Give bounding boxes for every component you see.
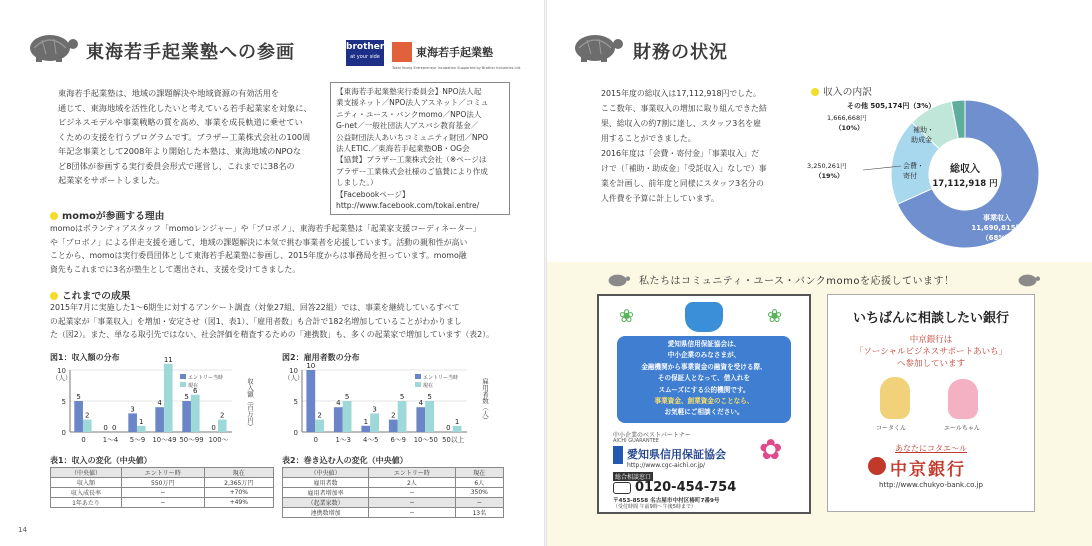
facebook-link[interactable]: http://www.facebook.com/tokai.entre/	[336, 201, 480, 211]
legend-label: エントリー当時	[423, 375, 459, 381]
y-axis-label: 収入額（百万円）	[246, 378, 254, 430]
bar	[155, 407, 164, 432]
y-unit-label: （人）	[284, 374, 304, 382]
ad1-line: 愛知県信用保証協会は、	[667, 340, 741, 348]
table-cell: +49%	[204, 498, 273, 508]
info-line: 公益財団法人あいちコミュニティ財団／NPO	[336, 132, 489, 142]
y-tick-label: 5	[61, 398, 66, 406]
table-cell: −	[369, 498, 455, 508]
table-row	[51, 488, 274, 498]
bar	[389, 420, 398, 432]
bar-value-label: 6	[193, 386, 198, 395]
bar-value-label: 0	[446, 424, 451, 432]
bar	[425, 401, 434, 432]
table-cell: 350%	[455, 488, 503, 498]
y-tick-label: 5	[293, 398, 298, 406]
table-cell: −	[455, 498, 503, 508]
table-cell: 収入額	[51, 478, 122, 488]
table-cell: +70%	[204, 488, 273, 498]
x-tick-label: 1〜4	[102, 436, 119, 444]
brother-logo-sub: at your side	[350, 54, 380, 60]
results-heading-text: これまでの成果	[62, 291, 131, 302]
ad1-tagline-en: AICHI GUARANTEE	[613, 438, 659, 444]
bar-value-label: 5	[399, 393, 405, 401]
income-pie-chart	[805, 96, 1085, 252]
slice-label-biz-pct: （68%）	[981, 234, 1013, 242]
pie-center-value: 17,112,918 円	[932, 179, 998, 189]
slice-label-fee-name: 寄付	[903, 172, 917, 180]
y-unit-label: （人）	[52, 374, 72, 382]
info-line: ブラザー工業株式会社様のご協賛により作成	[336, 166, 488, 176]
table-row	[283, 478, 504, 488]
tokai-logo	[392, 40, 522, 70]
bullet-dot-icon	[50, 212, 58, 220]
ad1-line: 金融機関から事業資金の融資を受ける際、	[641, 362, 767, 371]
mascot-icon	[685, 302, 723, 332]
reason-heading	[50, 208, 164, 222]
bar-value-label: 5	[184, 393, 189, 401]
finance-line: 2016年度は「会費・寄付金」「事業収入」だ	[601, 149, 760, 158]
results-line: た（図2）。また、単なる取引先ではない、社会評価を精査するための「連携数」も、多くの起業家で増加しています（表2）。	[50, 330, 495, 339]
y-tick-label: 10	[289, 367, 298, 375]
table-header: エントリー時	[369, 468, 455, 478]
slice-label-other: その他 505,174円（3%）	[847, 102, 936, 110]
table-header: 現在	[204, 468, 273, 478]
y-tick-label: 0	[61, 429, 66, 437]
bullet-dot-icon	[811, 88, 819, 96]
x-tick-label: 6〜9	[390, 436, 406, 444]
butterfly-right-icon: ❀	[767, 306, 783, 327]
intro-line: 通じて、東海地域を活性化したいと考えている若手起業家を対象に、	[58, 102, 312, 113]
bar	[182, 401, 191, 432]
phone-icon	[613, 482, 631, 494]
reason-heading-text: momoが参画する理由	[62, 211, 165, 222]
ad2-char2: エールちゃん	[944, 425, 980, 432]
slice-label-grant-name: 補助・	[913, 126, 934, 134]
bar-value-label: 0	[211, 424, 216, 432]
x-tick-label: 50以上	[442, 436, 465, 444]
tokai-logo-sub: Tokai Young Entrepreneur Incubation Supported by Brother Industries Ltd.	[392, 66, 522, 70]
bar	[74, 401, 83, 432]
bar	[191, 395, 200, 432]
bar-value-label: 4	[157, 399, 162, 408]
legend-swatch	[180, 374, 186, 379]
page-title: 東海若手起業塾への参画	[86, 42, 295, 63]
bar	[306, 370, 315, 432]
ad1-tagline: 中小企業のベストパートナー	[613, 432, 691, 439]
slice-label-fee-amount: 3,250,261円	[807, 162, 847, 170]
slice-label-fee-name: 会費・	[903, 162, 924, 170]
table-cell: 雇用者数	[283, 478, 369, 488]
brother-logo-text: brother	[346, 42, 385, 52]
results-line: 2015年7月に実施した1〜6期生に対するアンケート調査（対象27組、回答22組）では、事業を継続しているすべて	[50, 303, 460, 312]
sponsor-area	[547, 262, 1092, 546]
bar-value-label: 4	[418, 399, 424, 408]
turtle-icon	[567, 30, 625, 64]
slice-label-fee-pct: （19%）	[815, 172, 844, 180]
turtle-icon	[22, 30, 80, 64]
table-header-row	[283, 468, 504, 478]
table-header: エントリー時	[122, 468, 205, 478]
table-header: 現在	[455, 468, 503, 478]
legend-label: 現在	[188, 383, 199, 389]
table-header: （中央値）	[283, 468, 369, 478]
x-tick-label: 0	[81, 436, 86, 444]
x-tick-label: 4〜5	[363, 436, 379, 444]
bar	[315, 420, 324, 432]
table-row	[283, 498, 504, 508]
bar	[453, 426, 462, 432]
table-header: （中央値）	[51, 468, 122, 478]
bar-value-label: 0	[112, 424, 117, 432]
ad1-line: お気軽にご相談ください。	[664, 408, 744, 417]
slice-label-biz-amount: 11,690,815円	[971, 224, 1023, 232]
ad2-bank-name: 中京銀行	[890, 460, 966, 480]
reason-text	[50, 222, 500, 276]
bar-value-label: 2	[391, 411, 396, 420]
table-cell: −	[369, 488, 455, 498]
table-cell: −	[122, 498, 205, 508]
legend-label: 現在	[423, 383, 434, 389]
y-axis-label: 雇用者数（人）	[481, 378, 489, 424]
intro-line: 起業家をサポートしました。	[58, 175, 165, 185]
x-tick-label: 10〜50	[413, 436, 438, 444]
ad1-message-box	[617, 336, 791, 423]
fig1-caption: 図1：収入額の分布	[50, 353, 120, 362]
legend-swatch	[415, 382, 421, 387]
results-text	[50, 301, 500, 342]
info-line: 【東海若手起業塾実行委員会】NPO法人起	[336, 87, 482, 96]
bar-value-label: 3	[372, 405, 377, 414]
table-cell: 6人	[455, 478, 503, 488]
slice-label-grant-amount: 1,666,668円	[827, 114, 867, 122]
x-tick-label: 1〜3	[335, 436, 351, 444]
ad1-hours: （受付時間 午前9時〜午後5時まで）	[613, 504, 696, 510]
y-tick-label: 10	[57, 367, 66, 375]
table-cell: −	[369, 508, 455, 518]
bar	[218, 420, 227, 432]
credit-guarantee-ad[interactable]	[597, 294, 811, 514]
intro-line: 東海若手起業塾は、地域の課題解決や地域資源の有効活用を	[58, 88, 280, 98]
finance-line: 用することができました。	[601, 134, 696, 143]
info-line: ニティ・ユース・バンクmomo／NPO法人	[336, 109, 482, 119]
table-row	[51, 478, 274, 488]
ad1-org-name: 愛知県信用保証協会	[627, 448, 726, 461]
table-cell: 1年あたり	[51, 498, 122, 508]
ad1-line: その保証人となって、借入れを	[657, 374, 751, 383]
info-line: G-net／一般社団法人アスバシ教育基金／	[336, 121, 479, 131]
bar-value-label: 10	[306, 362, 316, 370]
income-table	[50, 467, 274, 508]
flower-icon: ✿	[759, 433, 783, 466]
bar	[370, 413, 379, 432]
bar	[137, 426, 146, 432]
table-cell: 連携数増加	[283, 508, 369, 518]
finance-text	[601, 86, 811, 206]
x-tick-label: 10〜49	[152, 436, 177, 444]
ad1-phone[interactable]: 0120-454-754	[635, 480, 737, 495]
bar-value-label: 5	[344, 393, 350, 401]
bar-value-label: 1	[139, 417, 144, 426]
finance-line: 果、総収入の約7割に達し、スタッフ3名を雇	[601, 119, 761, 128]
table2-caption: 表2：巻き込む人の変化（中央値）	[282, 456, 408, 465]
bar-value-label: 5	[427, 393, 432, 401]
bar	[361, 426, 370, 432]
slice-label-grant-pct: （10%）	[835, 124, 864, 132]
bar-value-label: 2	[85, 411, 90, 420]
bar-value-label: 2	[220, 411, 225, 420]
finance-line: ここ数年、事業収入の増加に取り組んできた結	[601, 104, 767, 113]
info-line: 【協賛】ブラザー工業株式会社（※ページは	[336, 155, 487, 165]
table-cell: 550万円	[122, 478, 205, 488]
reason-line: や「プロボノ」による伴走支援を通して、地域の課題解決に本気で挑む事業者を応援しています。活動の親和性が高い	[50, 237, 468, 247]
x-tick-label: 5〜9	[129, 436, 146, 444]
bar	[83, 420, 92, 432]
table-row	[283, 508, 504, 518]
slice-label-biz-name: 事業収入	[983, 214, 1011, 222]
bullet-dot-icon	[50, 292, 58, 300]
reason-line: momoはボランティアスタッフ「momoレンジャー」や「プロボノ」、東海若手起業塾は「起業家支援コーディネーター」	[50, 224, 481, 233]
legend-swatch	[415, 374, 421, 379]
page-number: 14	[18, 526, 27, 534]
table-header-row	[51, 468, 274, 478]
bar-value-label: 5	[76, 393, 81, 401]
fig2-bar-chart	[280, 362, 505, 454]
finance-line: けで（「補助・助成金」「受託収入」なしで）事	[601, 164, 767, 173]
info-line: しました。）	[336, 178, 378, 188]
bar	[128, 413, 137, 432]
kota-character-icon	[880, 377, 910, 419]
slice-label-grant-name: 助成金	[911, 136, 932, 144]
table1-caption: 表1：収入の変化（中央値）	[50, 456, 152, 465]
reason-line: 資先もこれまでに3名が塾生として選出され、支援を受けてきました。	[50, 264, 301, 274]
ad1-line: スムーズにする公的機関です。	[658, 385, 750, 394]
turtle-icon	[1015, 272, 1041, 288]
info-line: 業支援ネット／NPO法人アスネット／コミュ	[336, 98, 489, 108]
bar-value-label: 2	[317, 411, 322, 420]
table-cell: 2人	[369, 478, 455, 488]
bar	[416, 407, 425, 432]
table-row	[283, 488, 504, 498]
ad1-url[interactable]: http://www.cgc-aichi.or.jp/	[627, 462, 706, 469]
intro-line: くための支援を行うプログラムです。ブラザー工業株式会社の100周	[58, 131, 311, 142]
tokai-logo-mark	[392, 42, 412, 62]
x-tick-label: 50〜99	[179, 436, 204, 444]
intro-text	[58, 86, 320, 188]
fig2-caption: 図2：雇用者数の分布	[282, 353, 360, 362]
support-banner: 私たちはコミュニティ・ユース・バンクmomoを応援しています！	[639, 276, 955, 287]
chukyo-bank-ad[interactable]	[827, 294, 1035, 512]
x-tick-label: 0	[313, 436, 318, 444]
intro-line: ど8団体が参画する実行委員会形式で運営し、これまでに38名の	[58, 160, 295, 171]
bar	[334, 407, 343, 432]
ad2-char1: コータくん	[876, 425, 907, 432]
committee-info-box	[330, 82, 510, 215]
ad1-address: 〒453-8558 名古屋市中村区椿町7番9号	[613, 498, 720, 504]
ad2-headline: いちばんに相談したい銀行	[852, 311, 1009, 326]
butterfly-left-icon: ❀	[619, 306, 635, 327]
ad1-line: 中小企業のみなさまが、	[667, 351, 741, 360]
table-cell: 2,365万円	[204, 478, 273, 488]
intro-line: 年記念事業として2008年より開始した本塾は、東海地域のNPOな	[58, 146, 302, 156]
bar-value-label: 0	[103, 424, 108, 432]
tokai-logo-text: 東海若手起業塾	[416, 46, 493, 59]
pie-heading-text: 収入の内訳	[823, 87, 872, 98]
ad2-slogan: あなたにコタエ〜ル	[895, 444, 967, 453]
info-line: 法人ETIC.／東海若手起業塾OB・OG会	[336, 144, 470, 154]
ad1-contact-label: 総合相談窓口	[615, 474, 652, 481]
table-row	[51, 498, 274, 508]
ad1-logo-icon	[613, 446, 623, 464]
ad1-line: 事業資金、創業資金のことなら、	[654, 397, 754, 406]
results-heading	[50, 288, 131, 302]
table-cell: 雇用者増加率	[283, 488, 369, 498]
ale-character-icon	[948, 379, 978, 419]
results-line: の起業家が「事業収入」を増加・安定させ（図1、表1）、「雇用者数」も合計で182名増加していることがわかりまし	[50, 316, 462, 326]
bar-value-label: 1	[363, 417, 369, 426]
left-page	[0, 0, 545, 546]
finance-line: 業を計画し、前年度と同様にスタッフ3名分の	[601, 179, 764, 188]
finance-line: 2015年度の総収入は17,112,918円でした。	[601, 89, 761, 98]
ad2-url[interactable]: http://www.chukyo-bank.co.jp	[879, 481, 983, 489]
turtle-icon	[605, 272, 631, 288]
bar-value-label: 3	[130, 405, 135, 414]
bar	[398, 401, 407, 432]
ad2-sub3: へ参加しています	[896, 359, 965, 369]
ad2-sub1: 中京銀行は	[909, 335, 953, 345]
y-tick-label: 0	[293, 429, 298, 437]
legend-label: エントリー当時	[188, 375, 224, 381]
finance-line: 人件費を予算に計上しています。	[601, 194, 719, 203]
page-title: 財務の状況	[633, 42, 728, 63]
intro-line: ビジネスモデルや事業戦略の質を高め、事業を成長軌道に乗せてい	[58, 117, 303, 127]
table-cell: 13名	[455, 508, 503, 518]
people-table	[282, 467, 504, 518]
table-cell: 収入成長率	[51, 488, 122, 498]
legend-swatch	[180, 382, 186, 387]
table-cell: （起業家数）	[283, 498, 369, 508]
brother-logo	[346, 40, 384, 66]
bar-value-label: 1	[454, 417, 460, 426]
bank-logo-icon	[868, 457, 886, 475]
bar	[343, 401, 352, 432]
x-tick-label: 100〜	[208, 436, 229, 444]
table-cell: −	[122, 488, 205, 498]
reason-line: ことから、momoは実行委員団体として東海若手起業塾に参画し、2015年度からは事務局を担っています。momo融	[50, 251, 467, 260]
ad2-sub2: 「ソーシャルビジネスサポートあいち」	[854, 347, 1008, 357]
bar-value-label: 4	[336, 399, 341, 408]
info-line: 【Facebookページ】	[336, 189, 410, 199]
bar-value-label: 11	[163, 355, 173, 364]
bar	[164, 364, 173, 432]
pie-center-label: 総収入	[950, 164, 980, 175]
